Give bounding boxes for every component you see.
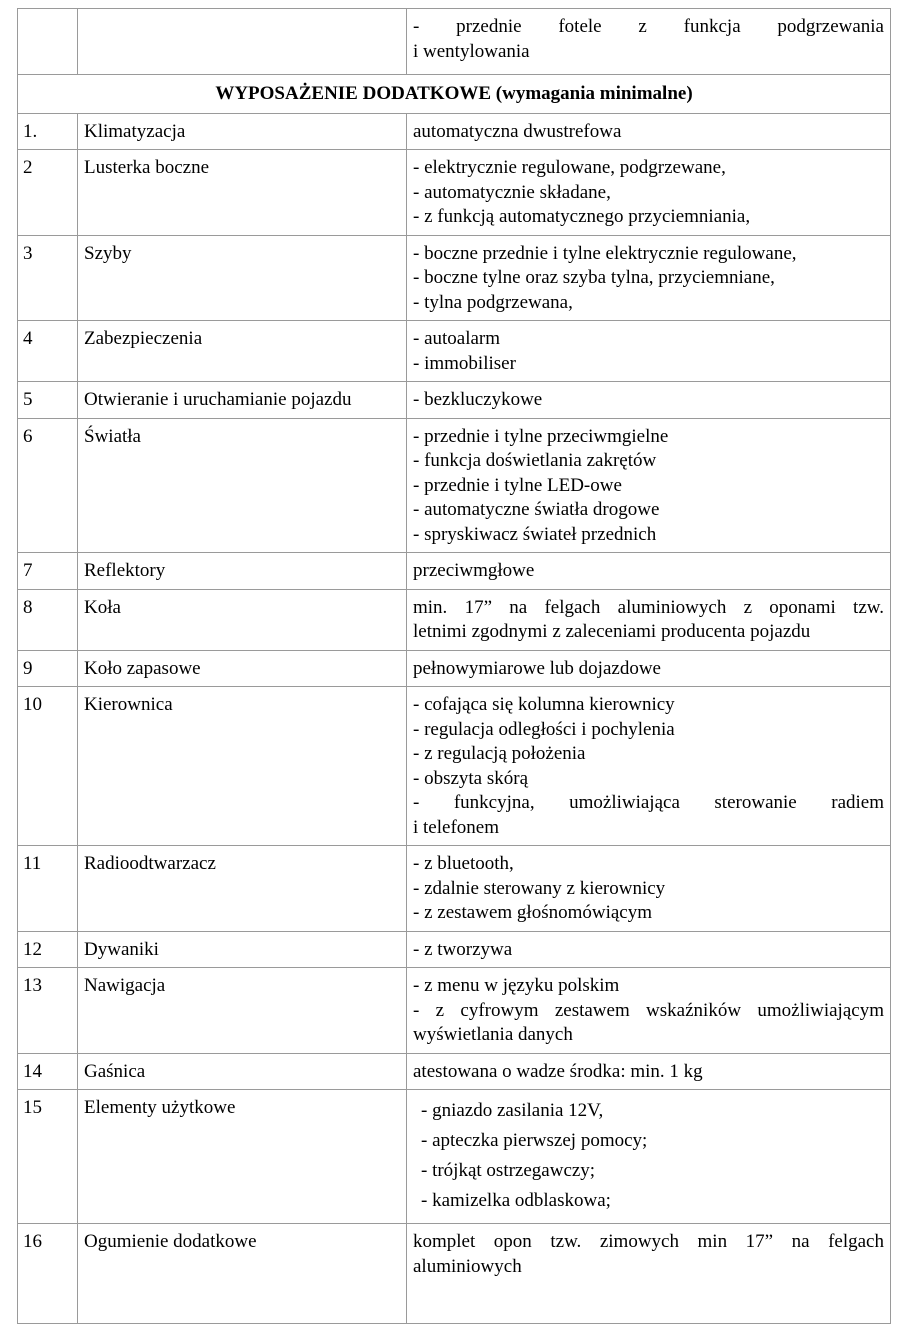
description-line: - kamizelka odblaskowa;	[421, 1190, 611, 1211]
row-number: 10	[18, 687, 78, 846]
row-description	[407, 1090, 891, 1224]
row-name: Szyby	[78, 235, 407, 321]
row-name: Dywaniki	[78, 931, 407, 968]
document-page	[17, 8, 890, 1324]
description-line: - regulacja odległości i pochylenia	[413, 718, 675, 740]
table-row	[18, 382, 891, 419]
description-line: - boczne przednie i tylne elektrycznie regulowane,	[413, 242, 797, 264]
row-name: Gaśnica	[78, 1053, 407, 1090]
description-line: - przednie i tylne przeciwmgielne	[413, 425, 669, 447]
description-line: - zdalnie sterowany z kierownicy	[413, 877, 666, 899]
row-number: 9	[18, 650, 78, 687]
row-name: Elementy użytkowe	[78, 1090, 407, 1224]
description-line: - trójkąt ostrzegawczy;	[421, 1160, 596, 1181]
row-number: 5	[18, 382, 78, 419]
description-line: i wentylowania	[413, 40, 530, 62]
description-line: - z cyfrowym zestawem wskaźników umożliwiającym	[413, 999, 884, 1021]
table-row	[18, 9, 891, 75]
table-row	[18, 1053, 891, 1090]
description-line: - z bluetooth,	[413, 853, 514, 874]
row-name: Radioodtwarzacz	[78, 846, 407, 932]
description-line: komplet opon tzw. zimowych min 17” na felgach	[413, 1231, 884, 1252]
description-line: - tylna podgrzewana,	[413, 291, 573, 313]
description-line: wyświetlania danych	[413, 1024, 573, 1045]
description-line: - z funkcją automatycznego przyciemniania,	[413, 206, 751, 227]
row-description	[407, 418, 891, 553]
row-number: 13	[18, 968, 78, 1054]
row-name: Reflektory	[78, 553, 407, 590]
table-row	[18, 968, 891, 1054]
description-line: - automatycznie składane,	[413, 181, 611, 203]
row-description	[407, 113, 891, 150]
table-row	[18, 321, 891, 382]
row-number: 11	[18, 846, 78, 932]
description-line: - z zestawem głośnomówiącym	[413, 902, 653, 923]
section-header-row	[18, 75, 891, 114]
description-line: - funkcja doświetlania zakrętów	[413, 450, 657, 471]
row-number: 14	[18, 1053, 78, 1090]
description-line: - spryskiwacz świateł przednich	[413, 523, 657, 545]
description-line: - automatyczne światła drogowe	[413, 499, 660, 520]
row-name: Koło zapasowe	[78, 650, 407, 687]
table-row	[18, 650, 891, 687]
description-line: - z regulacją położenia	[413, 743, 586, 764]
row-description	[407, 321, 891, 382]
table-row	[18, 150, 891, 236]
description-line: automatyczna dwustrefowa	[413, 120, 622, 142]
row-description	[407, 553, 891, 590]
row-name: Koła	[78, 589, 407, 650]
table-row	[18, 113, 891, 150]
table-row	[18, 1090, 891, 1224]
description-line: min. 17” na felgach aluminiowych z oponami tzw.	[413, 596, 884, 618]
row-description	[407, 931, 891, 968]
row-description	[407, 382, 891, 419]
row-name: Kierownica	[78, 687, 407, 846]
description-line: aluminiowych	[413, 1255, 522, 1277]
description-line: - autoalarm	[413, 328, 501, 349]
section-title: WYPOSAŻENIE DODATKOWE (wymagania minimalne)	[18, 75, 891, 114]
row-number: 7	[18, 553, 78, 590]
row-name-cell	[78, 9, 407, 75]
description-line: - przednie fotele z funkcja podgrzewania	[413, 16, 884, 37]
row-description	[407, 846, 891, 932]
description-line: i telefonem	[413, 816, 499, 838]
description-line: - boczne tylne oraz szyba tylna, przyciemniane,	[413, 267, 775, 288]
description-line: - immobiliser	[413, 352, 516, 374]
row-description	[407, 1053, 891, 1090]
row-number: 1.	[18, 113, 78, 150]
row-description	[407, 1224, 891, 1324]
equipment-table	[17, 8, 891, 1324]
description-line: letnimi zgodnymi z zaleceniami producenta pojazdu	[413, 621, 811, 642]
table-row	[18, 553, 891, 590]
row-number: 4	[18, 321, 78, 382]
description-line: - obszyta skórą	[413, 767, 529, 789]
row-name: Nawigacja	[78, 968, 407, 1054]
description-line: - funkcyjna, umożliwiająca sterowanie radiem	[413, 792, 884, 813]
row-name: Zabezpieczenia	[78, 321, 407, 382]
table-row	[18, 1224, 891, 1324]
table-row	[18, 687, 891, 846]
description-line: - z tworzywa	[413, 938, 513, 960]
description-line: atestowana o wadze środka: min. 1 kg	[413, 1060, 703, 1082]
table-row	[18, 235, 891, 321]
description-line: - bezkluczykowe	[413, 389, 543, 410]
row-name: Otwieranie i uruchamianie pojazdu	[78, 382, 407, 419]
row-description	[407, 650, 891, 687]
description-line: - elektrycznie regulowane, podgrzewane,	[413, 157, 726, 178]
description-line: - z menu w języku polskim	[413, 975, 620, 996]
row-number: 6	[18, 418, 78, 553]
description-line: - apteczka pierwszej pomocy;	[421, 1130, 648, 1151]
row-description	[407, 150, 891, 236]
row-description	[407, 235, 891, 321]
row-description-cell	[407, 9, 891, 75]
row-name: Ogumienie dodatkowe	[78, 1224, 407, 1324]
table-row	[18, 589, 891, 650]
row-number: 3	[18, 235, 78, 321]
row-description	[407, 968, 891, 1054]
description-line: - przednie i tylne LED-owe	[413, 474, 622, 496]
description-line: przeciwmgłowe	[413, 560, 535, 581]
table-row	[18, 846, 891, 932]
table-row	[18, 418, 891, 553]
row-number-cell	[18, 9, 78, 75]
row-description	[407, 589, 891, 650]
table-row	[18, 931, 891, 968]
row-number: 2	[18, 150, 78, 236]
row-number: 15	[18, 1090, 78, 1224]
row-name: Światła	[78, 418, 407, 553]
row-name: Lusterka boczne	[78, 150, 407, 236]
row-number: 8	[18, 589, 78, 650]
row-number: 12	[18, 931, 78, 968]
description-line: - gniazdo zasilania 12V,	[421, 1100, 604, 1121]
row-name: Klimatyzacja	[78, 113, 407, 150]
description-line: - cofająca się kolumna kierownicy	[413, 694, 675, 715]
description-line: pełnowymiarowe lub dojazdowe	[413, 657, 661, 679]
row-number: 16	[18, 1224, 78, 1324]
row-description	[407, 687, 891, 846]
